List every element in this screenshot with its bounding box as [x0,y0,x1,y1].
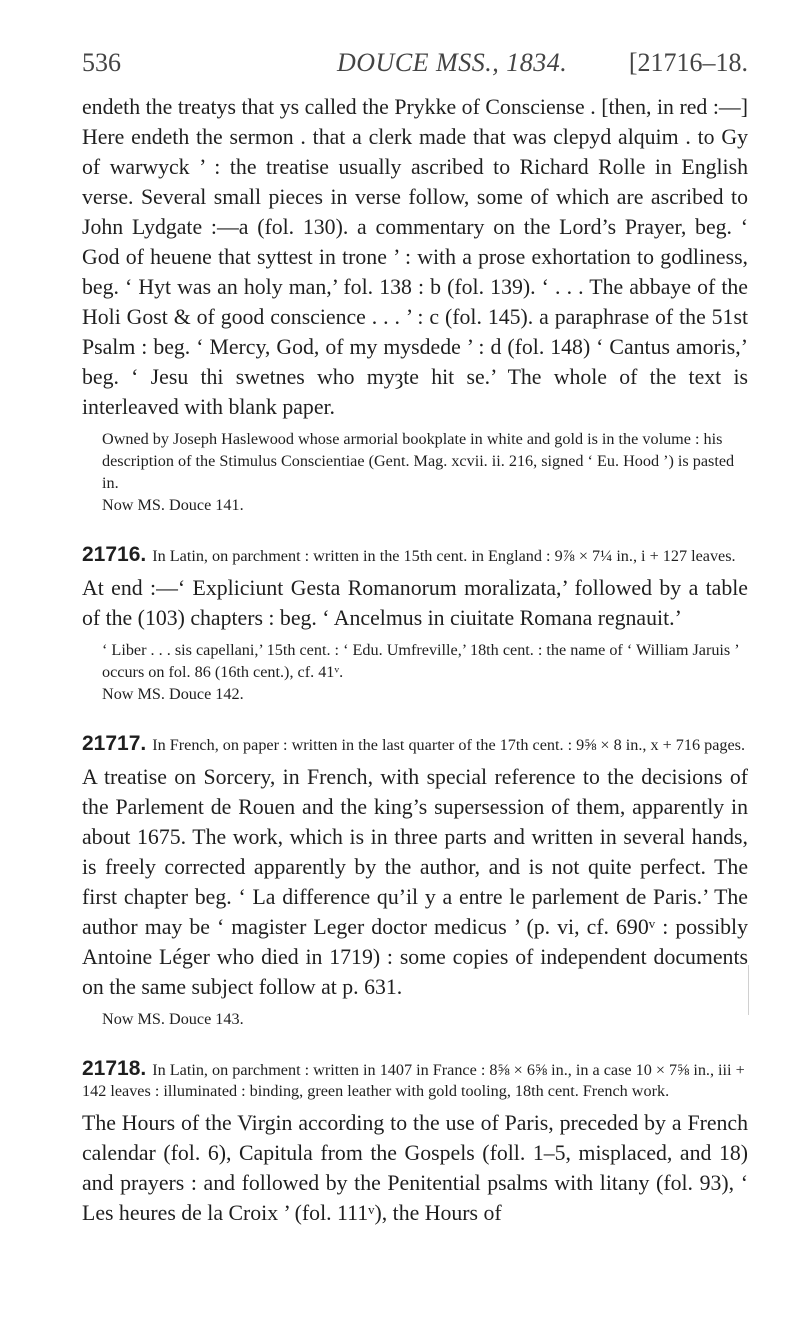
entry-number: 21716. [82,543,147,566]
note-text: ‘ Liber . . . sis capellani,’ 15th cent. : ‘ Edu. Umfreville,’ 18th cent. : the name of ‘ William Jaruis ’ occurs on fol. 86 (16th cent.), cf. 41ᵛ. [102,641,739,681]
page-number: 536 [82,48,121,77]
running-header [82,48,748,88]
shelfmark: Now MS. Douce 141. [102,496,244,514]
entry-physical-description: In Latin, on parchment : written in the 15th cent. in England : 9⅞ × 7¼ in., i + 127 leaves. [152,547,736,565]
entry-physical-description: In Latin, on parchment : written in 1407 in France : 8⅝ × 6⅝ in., in a case 10 × 7⅝ in., iii + 142 leaves : illuminated : binding, green leather with gold tooling, 18th cent. French work. [82,1061,745,1100]
entry-heading [82,1058,748,1102]
entry-description: The Hours of the Virgin according to the use of Paris, preceded by a French calendar (fol. 6), Capitula from the Gospels (foll. 1–5, misplaced, and 18) and prayers : and followed by the Penitential psalms with litany (fol. 93), ‘ Les heures de la Croix ’ (fol. 111ᵛ), the Hours of [82,1111,748,1225]
continued-entry [82,92,748,516]
entry-description: A treatise on Sorcery, in French, with special reference to the decisions of the Parlement de Rouen and the king’s supersession of them, apparently in about 1675. The work, which is in three parts and written in several hands, is freely corrected apparently by the author, and is not quite perfect. The first chapter beg. ‘ La difference qu’il y a entre le parlement de Paris.’ The author may be ‘ magister Leger doctor medicus ’ (p. vi, cf. 690ᵛ : possibly Antoine Léger who died in 1719) : some copies of independent documents on the same subject follow at p. 631. [82,765,748,999]
shelfmark: Now MS. Douce 143. [102,1010,244,1028]
entry-number: 21718. [82,1057,147,1080]
catalogue-entry [82,733,748,1030]
provenance-note [82,639,748,705]
catalogue-entry [82,1058,748,1228]
note-text: Owned by Joseph Haslewood whose armorial bookplate in white and gold is in the volume : his description of the Stimulus Conscientiae (Gent. Mag. xcvii. ii. 216, signed ‘ Eu. Hood ’) is pasted in. [102,430,735,492]
continued-description: endeth the treatys that ys called the Prykke of Consciense . [then, in red :—] Here endeth the sermon . that a clerk made that was clepyd alquim . to Gy of warwyck ’ : the treatise usually ascribed to Richard Rolle in English verse. Several small pieces in verse follow, some of which are ascribed to John Lydgate :—a (fol. 130). a commentary on the Lord’s Prayer, beg. ‘ God of heuene that syttest in trone ’ : with a prose exhortation to godliness, beg. ‘ Hyt was an holy man,’ fol. 138 : b (fol. 139). ‘ . . . The abbaye of the Holi Gost & of good conscience . . . ’ : c (fol. 145). a paraphrase of the 51st Psalm : beg. ‘ Mercy, God, of my mysdede ’ : d (fol. 148) ‘ Cantus amoris,’ beg. ‘ Jesu thi swetnes who myȝte hit se.’ The whole of the text is interleaved with blank paper. [82,95,748,419]
shelfmark: Now MS. Douce 142. [102,685,244,703]
catalogue-entry [82,544,748,705]
running-title: DOUCE MSS., 1834. [337,48,568,77]
provenance-note [82,428,748,516]
entry-heading [82,544,748,567]
entry-heading [82,733,748,756]
margin-mark [748,965,749,1015]
entry-physical-description: In French, on paper : written in the last quarter of the 17th cent. : 9⅝ × 8 in., x + 716 pages. [152,736,746,754]
entry-range: [21716–18. [628,48,748,77]
entry-description: At end :—‘ Expliciunt Gesta Romanorum moralizata,’ followed by a table of the (103) chapters : beg. ‘ Ancelmus in ciuitate Romana regnauit.’ [82,576,748,630]
provenance-note [82,1008,748,1030]
entry-number: 21717. [82,732,147,755]
